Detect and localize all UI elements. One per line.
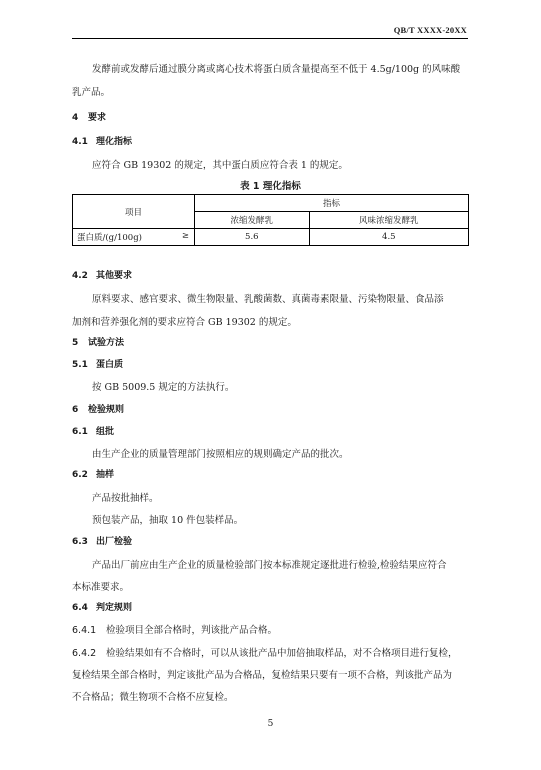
section-6-4-2-line-1	[72, 645, 458, 659]
section-title: 检验规则	[88, 405, 125, 415]
protein-value-flavored: 4.5	[309, 229, 468, 246]
document-code: QB/T XXXX-20XX	[393, 25, 467, 35]
section-number: 6.3	[72, 537, 88, 547]
section-number: 5	[72, 338, 79, 348]
section-number: 4.1	[72, 137, 88, 147]
table-1	[72, 194, 469, 246]
section-title: 试验方法	[88, 338, 125, 348]
section-6-2-text-2: 预包装产品，抽取 10 件包装样品。	[92, 515, 244, 526]
clause-text: 检验结果如有不合格时，可以从该批产品中加倍抽取样品，对不合格项目进行复检，	[106, 648, 458, 659]
section-6-3-heading	[72, 534, 132, 547]
section-number: 6.4	[72, 603, 88, 613]
section-title: 抽样	[96, 470, 115, 480]
section-title: 出厂检验	[96, 537, 133, 547]
section-6-4-2-line-2: 复检结果全部合格时，判定该批产品为合格品，复检结果只要有一项不合格，判该批产品为	[72, 670, 453, 681]
section-number: 6.2	[72, 470, 88, 480]
section-title: 理化指标	[96, 137, 133, 147]
section-4-2-heading	[72, 268, 132, 281]
clause-number: 6.4.2	[72, 648, 97, 659]
page-number: 5	[267, 719, 274, 729]
section-title: 要求	[88, 113, 107, 123]
section-6-3-line-1: 产品出厂前应由生产企业的质量检验部门按本标准规定逐批进行检验,检验结果应符合	[92, 560, 447, 571]
section-4-2-line-1: 原料要求、感官要求、微生物限量、乳酸菌数、真菌毒素限量、污染物限量、食品添	[92, 294, 444, 305]
section-title: 判定规则	[96, 603, 133, 613]
section-5-1-text: 按 GB 5009.5 规定的方法执行。	[92, 382, 235, 393]
section-number: 5.1	[72, 360, 88, 370]
section-4-1-heading	[72, 134, 132, 147]
section-6-4-heading	[72, 600, 132, 613]
intro-line-1: 发酵前或发酵后通过膜分离或离心技术将蛋白质含量提高至不低于 4.5g/100g 的风味酸	[92, 64, 461, 75]
header-concentrated: 浓缩发酵乳	[195, 212, 310, 229]
section-6-4-1	[72, 622, 277, 636]
section-5-heading	[72, 335, 124, 348]
section-6-3-line-2: 本标准要求。	[72, 582, 130, 593]
row-operator: ≥	[181, 231, 189, 241]
section-number: 6.1	[72, 427, 88, 437]
header-item: 项目	[73, 195, 195, 229]
section-5-1-heading	[72, 357, 123, 370]
section-title: 组批	[96, 427, 115, 437]
section-6-4-2-line-3: 不合格品；微生物项不合格不应复检。	[72, 692, 234, 703]
section-4-1-text: 应符合 GB 19302 的规定，其中蛋白质应符合表 1 的规定。	[92, 160, 348, 171]
section-title: 其他要求	[96, 271, 133, 281]
section-title: 蛋白质	[96, 360, 124, 370]
protein-value-concentrated: 5.6	[195, 229, 310, 246]
clause-text: 检验项目全部合格时，判该批产品合格。	[106, 625, 278, 636]
section-6-2-heading	[72, 467, 114, 480]
clause-number: 6.4.1	[72, 625, 97, 636]
section-6-1-text: 由生产企业的质量管理部门按照相应的规则确定产品的批次。	[92, 449, 349, 460]
intro-line-2: 乳产品。	[72, 87, 111, 98]
protein-label	[73, 229, 195, 246]
section-4-2-line-2: 加剂和营养强化剂的要求应符合 GB 19302 的规定。	[72, 317, 297, 328]
table-1-title: 表 1 理化指标	[240, 181, 301, 192]
section-number: 6	[72, 405, 79, 415]
section-6-heading	[72, 402, 124, 415]
section-number: 4.2	[72, 271, 88, 281]
header-index: 指标	[195, 195, 469, 212]
row-label: 蛋白质/(g/100g)	[77, 233, 142, 243]
header-rule	[72, 38, 468, 39]
header-flavored-concentrated: 风味浓缩发酵乳	[309, 212, 468, 229]
section-6-1-heading	[72, 424, 114, 437]
section-4-heading	[72, 110, 106, 123]
section-number: 4	[72, 113, 79, 123]
section-6-2-text-1: 产品按批抽样。	[92, 493, 159, 504]
